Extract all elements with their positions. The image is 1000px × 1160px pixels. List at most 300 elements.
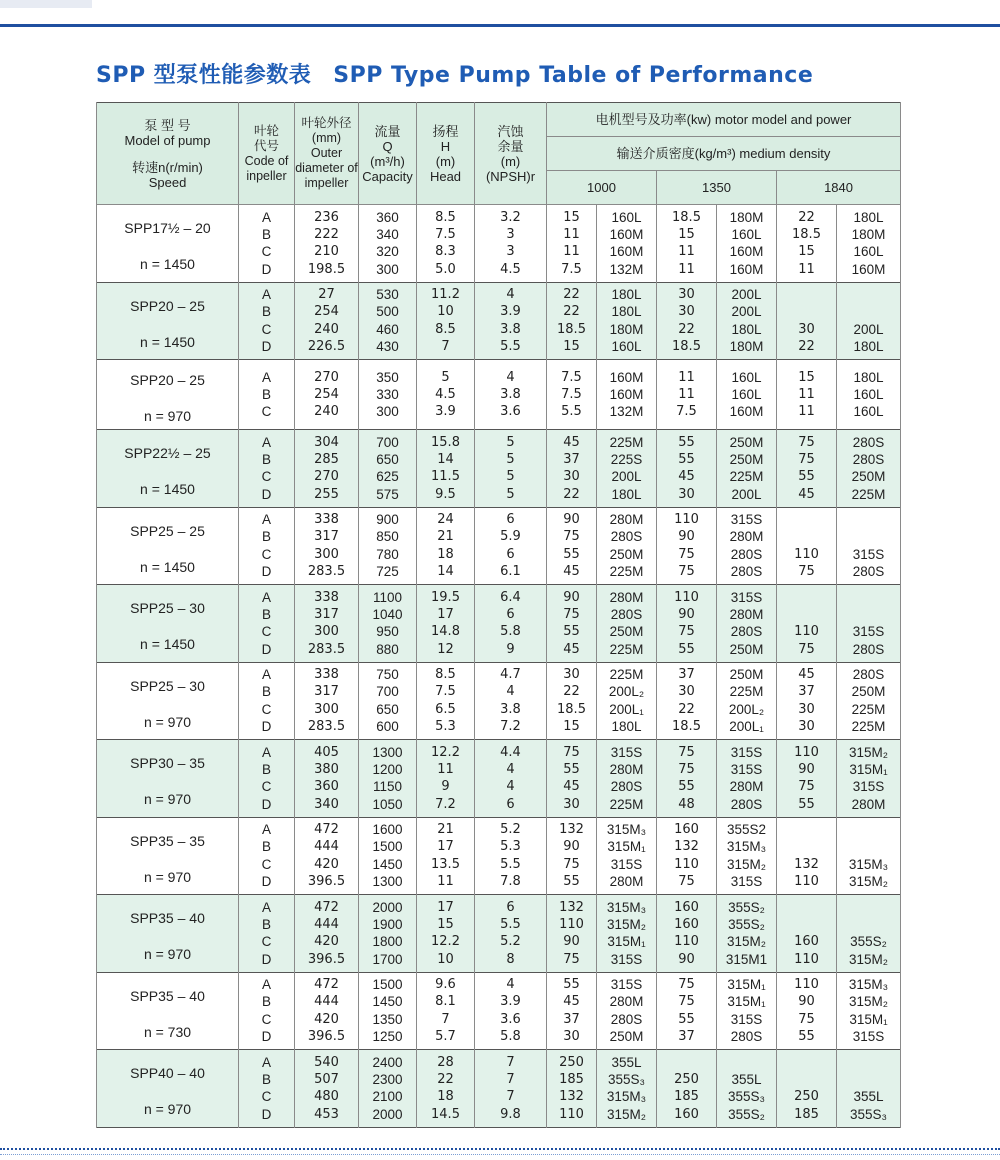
power-1000-value: 75 bbox=[563, 606, 580, 622]
npsh-value: 3.8 bbox=[500, 701, 521, 717]
motor-1840-cell bbox=[837, 895, 901, 973]
capacity-value: 2400 bbox=[372, 1054, 403, 1070]
impeller-code-value: B bbox=[261, 304, 271, 320]
power-1000-value: 132 bbox=[559, 899, 584, 915]
motor-1350-cell bbox=[717, 817, 777, 895]
impeller-code-value: B bbox=[261, 606, 271, 622]
motor-1000-value: 160L bbox=[611, 209, 642, 225]
motor-1840-value: 355S₃ bbox=[850, 1106, 888, 1122]
outer-diameter-cell bbox=[295, 1050, 359, 1128]
outer-diameter-value: 222 bbox=[314, 226, 339, 242]
outer-diameter-value: 27 bbox=[318, 287, 335, 303]
impeller-code-value: B bbox=[261, 916, 271, 932]
outer-diameter-value: 304 bbox=[314, 434, 339, 450]
motor-1350-value: 315S bbox=[730, 874, 763, 890]
power-1350-cell bbox=[657, 895, 717, 973]
power-1350-value: 110 bbox=[674, 589, 699, 605]
power-1000-value: 45 bbox=[563, 641, 580, 657]
motor-1350-value: 355S₃ bbox=[727, 1089, 766, 1105]
outer-diameter-value: 472 bbox=[314, 822, 339, 838]
impeller-code-cell bbox=[239, 585, 295, 663]
head-cell bbox=[417, 662, 475, 740]
npsh-value: 5.8 bbox=[500, 1029, 521, 1045]
head-value: 13.5 bbox=[431, 856, 460, 872]
header-capacity-sym: Q bbox=[382, 138, 393, 154]
power-1000-value: 7.5 bbox=[561, 369, 582, 385]
npsh-value: 4 bbox=[506, 369, 515, 385]
power-1350-value: 75 bbox=[678, 744, 695, 760]
power-1840-cell bbox=[777, 585, 837, 663]
power-1350-value: 15 bbox=[678, 226, 695, 242]
capacity-value: 850 bbox=[376, 529, 399, 545]
head-value: 5 bbox=[441, 369, 450, 385]
power-1840-cell bbox=[777, 282, 837, 360]
table-row bbox=[97, 585, 901, 663]
power-1840-value: 75 bbox=[798, 451, 815, 467]
outer-diameter-value: 338 bbox=[314, 589, 339, 605]
motor-1840-value: 180L bbox=[853, 209, 884, 225]
motor-1350-value: 200L bbox=[731, 486, 762, 502]
power-1000-value: 55 bbox=[563, 874, 580, 890]
power-1840-value: 18.5 bbox=[792, 226, 821, 242]
motor-1000-value: 280M bbox=[609, 512, 644, 528]
head-value: 7 bbox=[441, 1011, 450, 1027]
header-diameter-en: Outer diameter of impeller bbox=[295, 146, 358, 190]
motor-1350-value: 315S bbox=[730, 1011, 763, 1027]
motor-1350-cell bbox=[717, 1050, 777, 1128]
impeller-code-value: B bbox=[261, 684, 271, 700]
header-npsh-en: (NPSH)r bbox=[485, 168, 536, 184]
outer-diameter-value: 453 bbox=[314, 1106, 339, 1122]
power-1000-value: 55 bbox=[563, 761, 580, 777]
motor-1000-value: 160M bbox=[609, 226, 644, 242]
power-1350-value: 185 bbox=[674, 1089, 699, 1105]
power-1350-value: 75 bbox=[678, 624, 695, 640]
head-value: 17 bbox=[437, 606, 454, 622]
motor-1000-value: 225M bbox=[609, 641, 644, 657]
motor-1350-cell bbox=[717, 282, 777, 360]
power-1350-value: 110 bbox=[674, 512, 699, 528]
power-1840-value: 45 bbox=[798, 486, 815, 502]
motor-1350-cell bbox=[717, 895, 777, 973]
motor-1350-value: 355S2 bbox=[726, 822, 767, 838]
impeller-code-value: A bbox=[261, 977, 271, 993]
head-cell bbox=[417, 1050, 475, 1128]
table-row bbox=[97, 205, 901, 283]
npsh-value: 4 bbox=[506, 761, 515, 777]
pump-model: SPP25 – 25 bbox=[130, 522, 205, 539]
top-tab-decoration bbox=[0, 0, 92, 8]
motor-1350-value: 200L₂ bbox=[728, 701, 765, 717]
impeller-code-value: A bbox=[261, 287, 271, 303]
capacity-value: 1200 bbox=[372, 761, 403, 777]
table-row bbox=[97, 507, 901, 585]
impeller-code-value: C bbox=[261, 856, 272, 872]
capacity-cell bbox=[359, 972, 417, 1050]
power-1840-value bbox=[777, 1071, 836, 1088]
motor-1000-value: 200L₁ bbox=[609, 701, 644, 717]
motor-1350-value: 280S bbox=[730, 564, 763, 580]
pump-speed: n = 970 bbox=[143, 791, 192, 808]
impeller-code-value: A bbox=[261, 512, 271, 528]
power-1840-value: 22 bbox=[798, 209, 815, 225]
power-1840-value: 90 bbox=[798, 994, 815, 1010]
motor-1350-value: 315M₁ bbox=[727, 994, 766, 1010]
title-chinese: SPP 型泵性能参数表 bbox=[96, 63, 312, 88]
head-value: 17 bbox=[437, 839, 454, 855]
power-1350-value: 110 bbox=[674, 934, 699, 950]
power-1350-value: 48 bbox=[678, 796, 695, 812]
motor-1000-cell bbox=[597, 585, 657, 663]
capacity-cell bbox=[359, 585, 417, 663]
motor-1000-value: 315M₁ bbox=[607, 839, 646, 855]
power-1840-value: 110 bbox=[794, 977, 819, 993]
capacity-value: 2000 bbox=[372, 899, 403, 915]
motor-1000-value: 355S₃ bbox=[607, 1071, 646, 1087]
impeller-code-value: D bbox=[261, 1106, 272, 1122]
outer-diameter-cell bbox=[295, 895, 359, 973]
impeller-code-value: D bbox=[261, 719, 272, 735]
motor-1000-value: 250M bbox=[609, 624, 644, 640]
pump-model: SPP30 – 35 bbox=[130, 755, 205, 772]
capacity-value: 530 bbox=[376, 287, 399, 303]
power-1840-value: 11 bbox=[798, 404, 815, 420]
power-1840-cell bbox=[777, 662, 837, 740]
head-value: 14 bbox=[437, 564, 454, 580]
impeller-code-value: C bbox=[261, 624, 272, 640]
motor-1000-value: 315S bbox=[610, 951, 643, 967]
npsh-value: 6.1 bbox=[500, 564, 521, 580]
power-1840-value: 45 bbox=[798, 667, 815, 683]
outer-diameter-value: 396.5 bbox=[307, 874, 346, 890]
pump-speed: n = 730 bbox=[143, 1023, 192, 1040]
impeller-code-value: C bbox=[261, 1089, 272, 1105]
impeller-code-value: B bbox=[261, 761, 271, 777]
motor-1840-value bbox=[837, 528, 900, 545]
power-1000-value: 110 bbox=[559, 916, 584, 932]
power-1000-value: 55 bbox=[563, 624, 580, 640]
motor-1000-cell bbox=[597, 205, 657, 283]
motor-1350-cell bbox=[717, 585, 777, 663]
power-1000-value: 22 bbox=[563, 684, 580, 700]
head-cell bbox=[417, 360, 475, 430]
power-1000-value: 30 bbox=[563, 469, 580, 485]
capacity-value: 2100 bbox=[372, 1089, 403, 1105]
power-1350-value: 30 bbox=[678, 684, 695, 700]
outer-diameter-value: 300 bbox=[314, 546, 339, 562]
npsh-value: 3.6 bbox=[500, 1011, 521, 1027]
head-value: 9.5 bbox=[435, 486, 456, 502]
npsh-value: 3.9 bbox=[500, 304, 521, 320]
capacity-cell bbox=[359, 430, 417, 508]
power-1000-value: 15 bbox=[563, 209, 580, 225]
power-1000-value: 15 bbox=[563, 339, 580, 355]
impeller-code-value: C bbox=[261, 779, 272, 795]
capacity-value: 460 bbox=[376, 321, 399, 337]
npsh-value: 3.2 bbox=[500, 209, 521, 225]
motor-1000-value: 132M bbox=[609, 261, 644, 277]
outer-diameter-value: 405 bbox=[314, 744, 339, 760]
table-row bbox=[97, 1050, 901, 1128]
motor-1350-value: 315M₁ bbox=[727, 977, 766, 993]
power-1840-value: 15 bbox=[798, 244, 815, 260]
power-1840-value: 30 bbox=[798, 719, 815, 735]
capacity-value: 1100 bbox=[372, 589, 403, 605]
motor-1350-value: 160L bbox=[731, 226, 762, 242]
power-1350-cell bbox=[657, 1050, 717, 1128]
npsh-cell bbox=[475, 740, 547, 818]
motor-1350-value: 225M bbox=[729, 469, 764, 485]
impeller-code-value: B bbox=[261, 386, 271, 402]
power-1000-value: 110 bbox=[559, 1106, 584, 1122]
power-1840-value bbox=[777, 286, 836, 303]
motor-1000-value: 180L bbox=[611, 486, 642, 502]
motor-1840-value: 315M₃ bbox=[848, 977, 889, 993]
motor-1000-value: 280M bbox=[609, 874, 644, 890]
impeller-code-value: B bbox=[261, 1071, 271, 1087]
npsh-cell bbox=[475, 895, 547, 973]
motor-1000-value: 280S bbox=[610, 529, 643, 545]
power-1350-value: 250 bbox=[674, 1071, 699, 1087]
motor-1000-value: 315M₃ bbox=[606, 1089, 647, 1105]
motor-1840-value: 280S bbox=[852, 434, 885, 450]
power-1840-value bbox=[777, 916, 836, 933]
impeller-code-value: C bbox=[261, 1011, 272, 1027]
outer-diameter-cell bbox=[295, 430, 359, 508]
head-value: 24 bbox=[437, 512, 454, 528]
header-capacity-unit: (m³/h) bbox=[370, 153, 405, 169]
power-1350-cell bbox=[657, 507, 717, 585]
power-1840-value: 110 bbox=[794, 744, 819, 760]
npsh-value: 4.4 bbox=[500, 744, 521, 760]
motor-1000-cell bbox=[597, 662, 657, 740]
outer-diameter-value: 240 bbox=[314, 321, 339, 337]
head-value: 28 bbox=[437, 1054, 454, 1070]
power-1840-value: 30 bbox=[798, 321, 815, 337]
outer-diameter-value: 507 bbox=[314, 1071, 339, 1087]
head-cell bbox=[417, 282, 475, 360]
outer-diameter-value: 317 bbox=[314, 606, 339, 622]
motor-1350-value: 160L bbox=[731, 386, 762, 402]
motor-1350-value: 250M bbox=[729, 451, 764, 467]
power-1000-cell bbox=[547, 507, 597, 585]
motor-1000-cell bbox=[597, 1050, 657, 1128]
motor-1350-value: 180M bbox=[729, 209, 764, 225]
outer-diameter-value: 420 bbox=[314, 856, 339, 872]
motor-1000-value: 280M bbox=[609, 761, 644, 777]
power-1350-value: 30 bbox=[678, 287, 695, 303]
motor-1350-value: 280S bbox=[730, 624, 763, 640]
pump-model: SPP20 – 25 bbox=[130, 297, 205, 314]
npsh-value: 4 bbox=[506, 684, 515, 700]
impeller-code-value: D bbox=[261, 1029, 272, 1045]
capacity-value: 1450 bbox=[372, 994, 403, 1010]
motor-1840-value bbox=[837, 1071, 900, 1088]
power-1000-value: 75 bbox=[563, 529, 580, 545]
motor-1000-value: 355L bbox=[611, 1054, 642, 1070]
motor-1350-value: 280M bbox=[729, 606, 764, 622]
performance-table bbox=[96, 102, 901, 1128]
power-1350-value: 18.5 bbox=[672, 209, 701, 225]
power-1350-value: 75 bbox=[678, 874, 695, 890]
power-1840-value bbox=[777, 303, 836, 320]
power-1000-cell bbox=[547, 585, 597, 663]
model-cell bbox=[97, 205, 239, 283]
model-cell bbox=[97, 817, 239, 895]
power-1840-value bbox=[777, 821, 836, 838]
head-value: 7.5 bbox=[435, 684, 456, 700]
outer-diameter-value: 444 bbox=[314, 839, 339, 855]
power-1000-value: 7.5 bbox=[561, 386, 582, 402]
outer-diameter-value: 254 bbox=[314, 386, 339, 402]
head-cell bbox=[417, 205, 475, 283]
model-cell bbox=[97, 360, 239, 430]
motor-1350-cell bbox=[717, 740, 777, 818]
npsh-value: 3.6 bbox=[500, 404, 521, 420]
head-value: 8.5 bbox=[435, 321, 456, 337]
impeller-code-cell bbox=[239, 817, 295, 895]
capacity-value: 700 bbox=[376, 684, 399, 700]
head-value: 8.1 bbox=[435, 994, 456, 1010]
outer-diameter-value: 240 bbox=[314, 404, 339, 420]
power-1840-value bbox=[777, 838, 836, 855]
head-value: 14 bbox=[437, 451, 454, 467]
power-1840-value: 75 bbox=[798, 434, 815, 450]
motor-1350-cell bbox=[717, 430, 777, 508]
power-1000-value: 30 bbox=[563, 1029, 580, 1045]
power-1000-cell bbox=[547, 817, 597, 895]
power-1000-value: 75 bbox=[563, 744, 580, 760]
motor-1840-value: 160L bbox=[853, 244, 884, 260]
power-1350-value: 11 bbox=[678, 369, 695, 385]
npsh-value: 6 bbox=[506, 512, 515, 528]
power-1000-value: 18.5 bbox=[557, 701, 586, 717]
power-1350-value: 90 bbox=[678, 606, 695, 622]
motor-1350-value: 200L bbox=[731, 287, 762, 303]
header-impeller-en: Code of inpeller bbox=[244, 153, 289, 183]
impeller-code-value: D bbox=[261, 261, 272, 277]
power-1350-value: 75 bbox=[678, 977, 695, 993]
npsh-value: 5.5 bbox=[500, 339, 521, 355]
capacity-value: 500 bbox=[376, 304, 399, 320]
outer-diameter-value: 396.5 bbox=[307, 951, 346, 967]
capacity-cell bbox=[359, 1050, 417, 1128]
head-value: 10 bbox=[437, 951, 454, 967]
motor-1350-value: 280S bbox=[730, 1029, 763, 1045]
power-1350-value: 132 bbox=[674, 839, 699, 855]
npsh-value: 6 bbox=[506, 606, 515, 622]
npsh-value: 3.8 bbox=[500, 321, 521, 337]
power-1350-value: 11 bbox=[678, 386, 695, 402]
outer-diameter-value: 420 bbox=[314, 1011, 339, 1027]
capacity-value: 1350 bbox=[372, 1011, 403, 1027]
impeller-code-value: D bbox=[261, 796, 272, 812]
npsh-value: 5 bbox=[506, 451, 515, 467]
power-1840-value: 55 bbox=[798, 469, 815, 485]
capacity-value: 340 bbox=[376, 226, 399, 242]
header-impeller-cn: 叶轮代号 bbox=[253, 123, 279, 153]
power-1000-cell bbox=[547, 662, 597, 740]
header-model-en: Model of pump bbox=[124, 132, 211, 148]
pump-speed: n = 970 bbox=[143, 868, 192, 885]
head-value: 11.2 bbox=[431, 287, 460, 303]
power-1840-value: 75 bbox=[798, 564, 815, 580]
model-cell bbox=[97, 1050, 239, 1128]
head-value: 8.5 bbox=[435, 667, 456, 683]
power-1840-cell bbox=[777, 895, 837, 973]
capacity-value: 750 bbox=[376, 667, 399, 683]
pump-speed: n = 1450 bbox=[140, 256, 195, 273]
head-value: 9.6 bbox=[435, 977, 456, 993]
motor-1840-cell bbox=[837, 1050, 901, 1128]
outer-diameter-value: 300 bbox=[314, 624, 339, 640]
motor-1840-cell bbox=[837, 507, 901, 585]
motor-1840-value: 200L bbox=[853, 321, 884, 337]
power-1000-cell bbox=[547, 282, 597, 360]
capacity-value: 320 bbox=[376, 244, 399, 260]
motor-1000-value: 180L bbox=[611, 304, 642, 320]
head-value: 5.3 bbox=[435, 719, 456, 735]
npsh-value: 3 bbox=[506, 226, 515, 242]
npsh-value: 3.8 bbox=[500, 386, 521, 402]
power-1350-value: 37 bbox=[678, 1029, 695, 1045]
power-1350-value: 55 bbox=[678, 1011, 695, 1027]
motor-1840-cell bbox=[837, 585, 901, 663]
motor-1350-value: 355S₂ bbox=[728, 1106, 765, 1122]
npsh-value: 9.8 bbox=[500, 1106, 521, 1122]
power-1000-value: 11 bbox=[563, 226, 580, 242]
power-1000-value: 11 bbox=[563, 244, 580, 260]
motor-1840-value: 280S bbox=[852, 641, 885, 657]
header-capacity-en: Capacity bbox=[362, 168, 413, 184]
title-english: SPP Type Pump Table of Performance bbox=[333, 63, 814, 88]
motor-1840-cell bbox=[837, 360, 901, 430]
motor-1000-cell bbox=[597, 430, 657, 508]
pump-model: SPP35 – 40 bbox=[130, 910, 205, 927]
npsh-value: 4.7 bbox=[500, 667, 521, 683]
motor-1840-value bbox=[837, 1054, 900, 1071]
power-1000-cell bbox=[547, 430, 597, 508]
impeller-code-value: D bbox=[261, 874, 272, 890]
outer-diameter-value: 226.5 bbox=[307, 339, 346, 355]
power-1350-cell bbox=[657, 972, 717, 1050]
motor-1350-value: 355L bbox=[731, 1071, 762, 1087]
power-1000-value: 250 bbox=[559, 1054, 584, 1070]
motor-1840-value: 315M₁ bbox=[849, 761, 888, 777]
capacity-value: 650 bbox=[376, 451, 399, 467]
pump-speed: n = 1450 bbox=[140, 558, 195, 575]
power-1000-value: 45 bbox=[563, 564, 580, 580]
power-1840-value: 11 bbox=[798, 386, 815, 402]
impeller-code-cell bbox=[239, 740, 295, 818]
motor-1000-value: 180M bbox=[609, 321, 644, 337]
power-1000-value: 45 bbox=[563, 779, 580, 795]
motor-1350-value: 315S bbox=[730, 761, 763, 777]
motor-1840-value: 160L bbox=[853, 404, 884, 420]
npsh-value: 7.2 bbox=[500, 719, 521, 735]
motor-1840-value: 315M₂ bbox=[849, 744, 889, 760]
outer-diameter-value: 540 bbox=[314, 1054, 339, 1070]
power-1840-cell bbox=[777, 430, 837, 508]
npsh-cell bbox=[475, 585, 547, 663]
table-row bbox=[97, 740, 901, 818]
impeller-code-value: A bbox=[261, 744, 271, 760]
motor-1350-value: 280S bbox=[730, 546, 763, 562]
motor-1350-value: 160M bbox=[729, 244, 764, 260]
power-1350-value: 11 bbox=[678, 261, 695, 277]
capacity-value: 2300 bbox=[372, 1071, 403, 1087]
head-value: 12.2 bbox=[431, 934, 460, 950]
